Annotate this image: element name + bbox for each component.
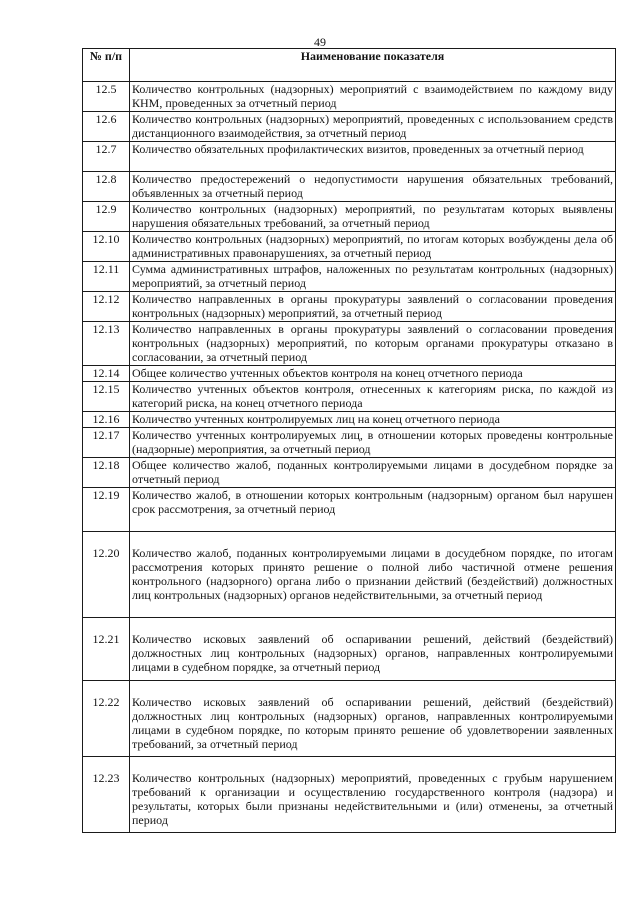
- row-indicator: Количество исковых заявлений об оспаривании решений, действий (бездействий) должностных лиц контрольных (надзорных) органов, направленных контролируемыми лицами в судебном порядке, за отчетный период: [130, 618, 616, 681]
- row-number: 12.14: [83, 366, 130, 382]
- row-indicator: Количество контрольных (надзорных) мероприятий, проведенных с использованием средств дистанционного взаимодействия, за отчетный период: [130, 112, 616, 142]
- page-number: 49: [314, 35, 326, 49]
- table-row: [83, 142, 616, 172]
- row-number: 12.15: [83, 382, 130, 412]
- row-indicator: Количество контрольных (надзорных) мероприятий с взаимодействием по каждому виду КНМ, проведенных за отчетный период: [130, 82, 616, 112]
- table-header-row: [83, 49, 616, 82]
- row-number: 12.8: [83, 172, 130, 202]
- row-indicator: Общее количество жалоб, поданных контролируемыми лицами в досудебном порядке за отчетный период: [130, 458, 616, 488]
- row-indicator: Количество учтенных объектов контроля, отнесенных к категориям риска, по каждой из категорий риска, на конец отчетного периода: [130, 382, 616, 412]
- table-row: [83, 202, 616, 232]
- row-number: 12.23: [83, 757, 130, 833]
- row-number: 12.22: [83, 681, 130, 757]
- row-indicator: Количество контрольных (надзорных) мероприятий, проведенных с грубым нарушением требований к организации и осуществлению государственного контроля (надзора) и результаты, которых были признаны недействительными и (или) отменены, за отчетный период: [130, 757, 616, 833]
- table-row: [83, 366, 616, 382]
- row-number: 12.11: [83, 262, 130, 292]
- table-row: [83, 262, 616, 292]
- row-indicator: Количество контрольных (надзорных) мероприятий, по итогам которых возбуждены дела об административных правонарушениях, за отчетный период: [130, 232, 616, 262]
- row-number: 12.13: [83, 322, 130, 366]
- header-number: № п/п: [83, 49, 130, 82]
- row-number: 12.18: [83, 458, 130, 488]
- row-number: 12.17: [83, 428, 130, 458]
- row-number: 12.7: [83, 142, 130, 172]
- row-indicator: Количество учтенных контролируемых лиц на конец отчетного периода: [130, 412, 616, 428]
- table-row: [83, 292, 616, 322]
- row-number: 12.21: [83, 618, 130, 681]
- table-row: [83, 412, 616, 428]
- row-number: 12.5: [83, 82, 130, 112]
- row-number: 12.6: [83, 112, 130, 142]
- row-indicator: Количество жалоб, в отношении которых контрольным (надзорным) органом был нарушен срок рассмотрения, за отчетный период: [130, 488, 616, 532]
- table-row: [83, 488, 616, 532]
- row-number: 12.10: [83, 232, 130, 262]
- table-row: [83, 232, 616, 262]
- table-row: [83, 382, 616, 412]
- row-number: 12.20: [83, 532, 130, 618]
- row-indicator: Сумма административных штрафов, наложенных по результатам контрольных (надзорных) мероприятий, за отчетный период: [130, 262, 616, 292]
- row-indicator: Общее количество учтенных объектов контроля на конец отчетного периода: [130, 366, 616, 382]
- indicators-table: [82, 48, 616, 833]
- table-row: [83, 532, 616, 618]
- row-indicator: Количество предостережений о недопустимости нарушения обязательных требований, объявленных за отчетный период: [130, 172, 616, 202]
- row-indicator: Количество исковых заявлений об оспаривании решений, действий (бездействий) должностных лиц контрольных (надзорных) органов, направленных контролируемыми лицами в судебном порядке, по которым принято решение об удовлетворении заявленных требований, за отчетный период: [130, 681, 616, 757]
- row-indicator: Количество направленных в органы прокуратуры заявлений о согласовании проведения контрольных (надзорных) мероприятий, за отчетный период: [130, 292, 616, 322]
- row-indicator: Количество контрольных (надзорных) мероприятий, по результатам которых выявлены нарушения обязательных требований, за отчетный период: [130, 202, 616, 232]
- table-row: [83, 82, 616, 112]
- table-row: [83, 112, 616, 142]
- table-row: [83, 757, 616, 833]
- table-row: [83, 172, 616, 202]
- row-indicator: Количество жалоб, поданных контролируемыми лицами в досудебном порядке, по итогам рассмотрения которых принято решение о полной либо частичной отмене решения контрольного (надзорного) органа либо о признании действий (бездействий) должностных лиц контрольных (надзорных) органов недействительными, за отчетный период: [130, 532, 616, 618]
- table-row: [83, 681, 616, 757]
- row-number: 12.9: [83, 202, 130, 232]
- row-number: 12.19: [83, 488, 130, 532]
- row-indicator: Количество учтенных контролируемых лиц, в отношении которых проведены контрольные (надзорные) мероприятия, за отчетный период: [130, 428, 616, 458]
- table-row: [83, 458, 616, 488]
- table-row: [83, 618, 616, 681]
- header-indicator-name: Наименование показателя: [130, 49, 616, 82]
- row-number: 12.16: [83, 412, 130, 428]
- row-indicator: Количество обязательных профилактических визитов, проведенных за отчетный период: [130, 142, 616, 172]
- row-number: 12.12: [83, 292, 130, 322]
- table-row: [83, 428, 616, 458]
- table-row: [83, 322, 616, 366]
- row-indicator: Количество направленных в органы прокуратуры заявлений о согласовании проведения контрольных (надзорных) мероприятий, по которым органами прокуратуры отказано в согласовании, за отчетный период: [130, 322, 616, 366]
